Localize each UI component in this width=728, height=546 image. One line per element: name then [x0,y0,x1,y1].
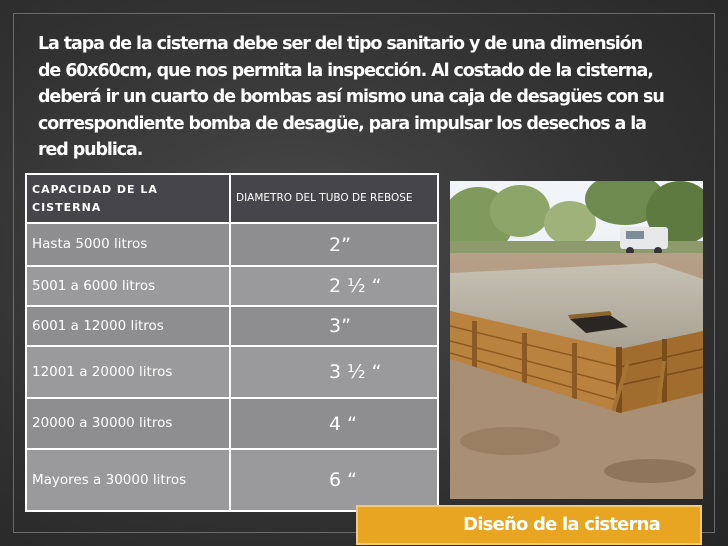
diameter-cell: 6 “ [230,449,438,511]
diameter-cell: 2 ½ “ [230,266,438,306]
slide-caption: Diseño de la cisterna [356,505,702,545]
diameter-cell: 4 “ [230,398,438,449]
capacity-cell: Mayores a 30000 litros [26,449,230,511]
header-diameter: DIAMETRO DEL TUBO DE REBOSE [230,174,438,223]
table-row [26,266,438,306]
capacity-cell: Hasta 5000 litros [26,223,230,266]
diameter-cell: 3” [230,306,438,346]
table-row [26,398,438,449]
diameter-cell: 3 ½ “ [230,346,438,398]
table-header-row [26,174,438,223]
diameter-cell: 2” [230,223,438,266]
table-row [26,223,438,266]
cistern-construction-photo [450,181,703,499]
header-capacity: CAPACIDAD DE LA CISTERNA [26,174,230,223]
intro-paragraph: La tapa de la cisterna debe ser del tipo sanitario y de una dimensión de 60x60cm, que nos permita la inspección. Al costado de la cisterna, deberá ir un cuarto de bombas así mismo una caja de desagües con su correspondiente bomba de desagüe, para impulsar los desechos a la red publica. [38,34,664,160]
table-row [26,306,438,346]
capacity-cell: 6001 a 12000 litros [26,306,230,346]
table-row [26,449,438,511]
specification-table [25,173,439,512]
capacity-cell: 20000 a 30000 litros [26,398,230,449]
capacity-cell: 5001 a 6000 litros [26,266,230,306]
capacity-cell: 12001 a 20000 litros [26,346,230,398]
table-row [26,346,438,398]
